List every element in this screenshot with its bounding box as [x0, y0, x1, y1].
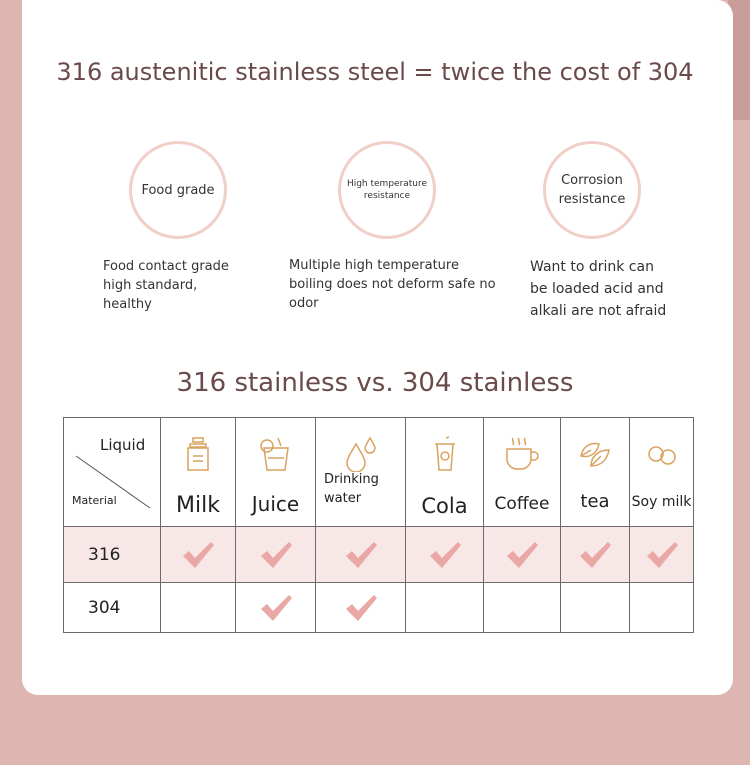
diagonal-divider: [64, 418, 160, 526]
check-icon: [344, 593, 378, 623]
water-drops-icon: [343, 436, 379, 472]
material-cell-304: 304: [64, 583, 161, 633]
check-cell: [316, 527, 406, 583]
column-label: Coffee: [494, 494, 550, 514]
check-cell: [561, 527, 630, 583]
juice-cup-icon: [258, 436, 294, 472]
feature-title: Corrosion resistance: [558, 173, 626, 207]
check-cell: [236, 583, 316, 633]
table-row-304: [64, 583, 694, 633]
empty-cell: [406, 583, 484, 633]
material-cell-316: 316: [64, 527, 161, 583]
column-header-soy-milk: [630, 418, 694, 527]
corner-liquid-label: Liquid: [100, 436, 146, 454]
check-icon: [428, 540, 462, 570]
feature-title: High temperature resistance: [346, 179, 428, 201]
check-cell: [236, 527, 316, 583]
empty-cell: [561, 583, 630, 633]
column-header-milk: [161, 418, 236, 527]
check-cell: [484, 527, 561, 583]
milk-jar-icon: [184, 436, 212, 472]
check-icon: [578, 540, 612, 570]
check-cell: [161, 527, 236, 583]
column-label: Cola: [421, 494, 468, 518]
feature-description-food-grade: Food contact grade high standard, healthy: [103, 259, 229, 312]
feature-badge-food-grade: [129, 141, 227, 239]
coffee-cup-icon: [503, 436, 541, 472]
corner-header-cell: [64, 418, 161, 527]
column-header-coffee: [484, 418, 561, 527]
check-icon: [259, 593, 293, 623]
check-cell: [316, 583, 406, 633]
column-header-water: [316, 418, 406, 527]
check-icon: [181, 540, 215, 570]
column-label: Soy milk: [631, 494, 692, 510]
empty-cell: [161, 583, 236, 633]
comparison-title: 316 stainless vs. 304 stainless: [176, 368, 574, 398]
table-row-316: [64, 527, 694, 583]
check-cell: [406, 527, 484, 583]
comparison-table: [63, 417, 694, 633]
column-label: Milk: [176, 493, 220, 518]
check-icon: [505, 540, 539, 570]
check-cell: [630, 527, 694, 583]
column-label: Juice: [251, 492, 300, 516]
feature-description-heat-resistance: Multiple high temperature boiling does not deform safe no odor: [289, 258, 496, 311]
empty-cell: [484, 583, 561, 633]
column-header-juice: [236, 418, 316, 527]
feature-title: Food grade: [141, 182, 215, 198]
feature-badge-corrosion-resistance: [543, 141, 641, 239]
corner-material-label: Material: [72, 494, 117, 507]
column-header-tea: [561, 418, 630, 527]
feature-badge-heat-resistance: [338, 141, 436, 239]
column-label: tea: [580, 491, 610, 512]
column-header-cola: [406, 418, 484, 527]
headline: 316 austenitic stainless steel = twice the cost of 304: [56, 58, 694, 86]
check-icon: [645, 540, 679, 570]
table-header-row: [64, 418, 694, 527]
check-icon: [344, 540, 378, 570]
tea-leaves-icon: [577, 436, 613, 472]
cola-cup-icon: [431, 436, 459, 472]
empty-cell: [630, 583, 694, 633]
soy-beans-icon: [644, 436, 680, 472]
feature-description-corrosion: Want to drink can be loaded acid and alkali are not afraid: [530, 259, 667, 319]
column-label: Drinking water: [324, 472, 379, 506]
check-icon: [259, 540, 293, 570]
